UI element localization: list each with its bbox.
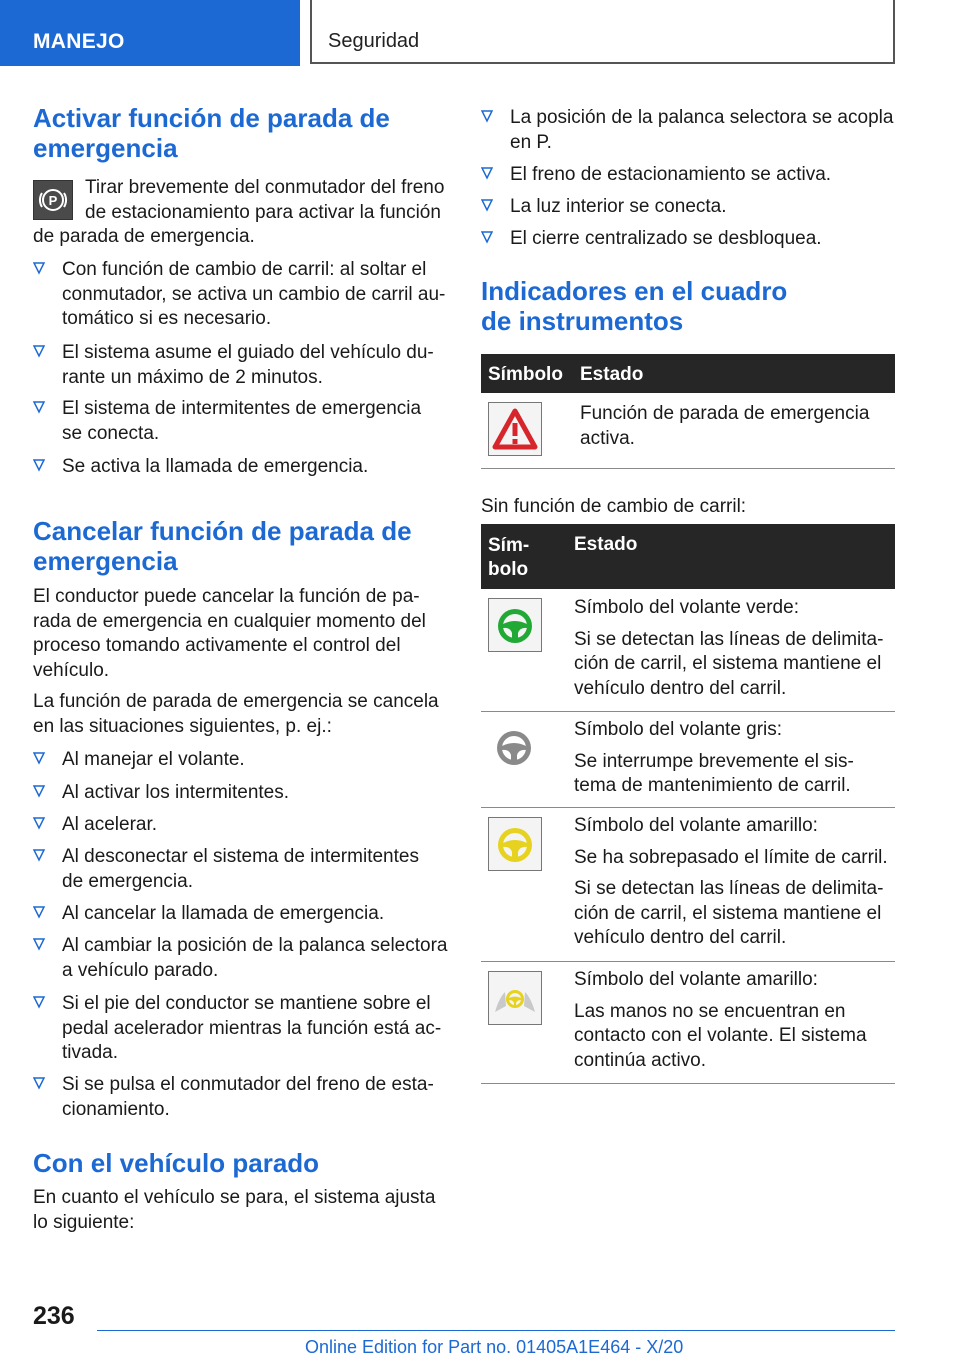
table-row xyxy=(481,807,895,962)
row-state-text: Símbolo del volante verde: Si se detectan las líneas de delimita- ción de carril, el sistema mantiene el vehículo dentro del carril. xyxy=(574,597,884,699)
heading-cancel: Cancelar función de parada de emergencia xyxy=(33,516,412,576)
table-row xyxy=(481,961,895,1084)
cancel-text: El conductor puede cancelar la función de pa- rada de emergencia en cualquier momento del proceso tomando activamente el control del vehículo. xyxy=(33,586,426,681)
list-item: Se activa la llamada de emergencia. xyxy=(33,455,368,480)
list-item: El cierre centralizado se desbloquea. xyxy=(481,227,822,252)
stopped-text: En cuanto el vehículo se para, el sistema ajusta lo siguiente: xyxy=(33,1187,436,1233)
table1-col-symbol: Símbolo xyxy=(488,364,563,385)
table2-caption: Sin función de cambio de carril: xyxy=(481,496,747,517)
parking-brake-icon xyxy=(33,180,73,220)
footer-edition: Online Edition for Part no. 01405A1E464 - X/20 xyxy=(305,1337,684,1357)
table1-header xyxy=(481,354,895,393)
section-tab xyxy=(0,0,300,66)
list-item: El sistema de intermitentes de emergencia se conecta. xyxy=(33,397,421,446)
list-item: Con función de cambio de carril: al soltar el conmutador, se activa un cambio de carril au- tomático si es necesario. xyxy=(33,258,445,332)
chapter-header xyxy=(310,0,895,64)
table-row xyxy=(481,589,895,712)
intro-text-b: de parada de emergencia. xyxy=(33,226,255,247)
intro-text-a: Tirar brevemente del conmutador del freno de estacionamiento para activar la función xyxy=(85,177,445,223)
steering-wheel-green-icon xyxy=(488,598,542,652)
page-number: 236 xyxy=(33,1302,75,1330)
list-item: Si el pie del conductor se mantiene sobre el pedal acelerador mientras la función está ac- tivada. xyxy=(33,992,441,1066)
list-item: Al desconectar el sistema de intermitentes de emergencia. xyxy=(33,845,419,894)
chapter-title: Seguridad xyxy=(328,30,420,52)
row-state-text: Símbolo del volante gris: Se interrumpe brevemente el sis- tema de mantenimiento de carril. xyxy=(574,719,854,796)
warning-triangle-icon xyxy=(488,402,542,456)
heading-activate: Activar función de parada de emergencia xyxy=(33,103,390,163)
table1-col-state: Estado xyxy=(580,364,644,385)
steering-wheel-yellow-icon xyxy=(488,817,542,871)
section-label: MANEJO xyxy=(33,30,125,53)
table2-col-state: Estado xyxy=(574,534,638,555)
steering-wheel-gray-icon xyxy=(488,721,542,775)
list-item: La luz interior se conecta. xyxy=(481,195,727,220)
cancel-situations-text: La función de parada de emergencia se cancela en las situaciones siguientes, p. ej.: xyxy=(33,691,439,737)
table-row xyxy=(481,393,895,469)
table-row xyxy=(481,711,895,808)
list-item: Al acelerar. xyxy=(33,813,157,838)
steering-wheel-yellow-hands-icon xyxy=(488,971,542,1025)
list-item: Al manejar el volante. xyxy=(33,748,245,773)
table2-header: Sím- bolo Estado xyxy=(481,524,895,589)
row-state-text: Símbolo del volante amarillo: Las manos no se encuentran en contacto con el volante. El sistema continúa activo. xyxy=(574,969,867,1071)
list-item: Si se pulsa el conmutador del freno de esta- cionamiento. xyxy=(33,1073,434,1122)
footer-divider xyxy=(97,1330,895,1331)
heading-stopped: Con el vehículo parado xyxy=(33,1148,320,1178)
svg-text:P: P xyxy=(48,193,58,208)
list-item: Al activar los intermitentes. xyxy=(33,781,289,806)
table1-state-text: Función de parada de emergencia activa. xyxy=(580,403,870,449)
heading-indicators: Indicadores en el cuadro de instrumentos xyxy=(481,276,788,336)
list-item: La posición de la palanca selectora se acopla en P. xyxy=(481,106,893,155)
row-state-text: Símbolo del volante amarillo: Se ha sobrepasado el límite de carril. Si se detectan las líneas de delimita- ción de carril, el sistema mantiene el vehículo dentro del carril. xyxy=(574,815,888,948)
list-item: El freno de estacionamiento se activa. xyxy=(481,163,831,188)
list-item: El sistema asume el guiado del vehículo du- rante un máximo de 2 minutos. xyxy=(33,341,434,390)
list-item: Al cancelar la llamada de emergencia. xyxy=(33,902,384,927)
list-item: Al cambiar la posición de la palanca selectora a vehículo parado. xyxy=(33,934,448,983)
